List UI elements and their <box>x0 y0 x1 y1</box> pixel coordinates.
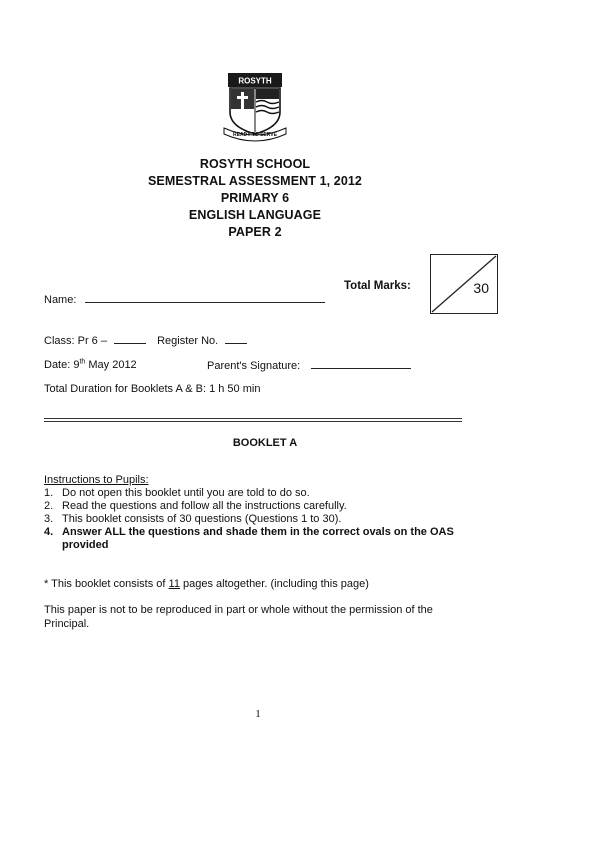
instructions-heading: Instructions to Pupils: <box>44 474 149 486</box>
booklet-heading: BOOKLET A <box>232 437 298 449</box>
date-row <box>44 358 137 371</box>
school-title: ROSYTH SCHOOL <box>199 157 311 171</box>
divider-rule-secondary <box>44 421 462 422</box>
total-marks-label: Total Marks: <box>344 280 411 292</box>
name-field[interactable] <box>85 292 325 303</box>
register-field[interactable] <box>225 333 247 344</box>
school-crest-logo <box>222 72 288 142</box>
instruction-item: 2. Read the questions and follow all the instructions carefully. <box>44 500 347 512</box>
instruction-item: 3. This booklet consists of 30 questions (Questions 1 to 30). <box>44 513 342 525</box>
level-title: PRIMARY 6 <box>220 191 290 205</box>
total-marks-box <box>430 254 498 314</box>
signature-field[interactable] <box>311 358 411 369</box>
assessment-title: SEMESTRAL ASSESSMENT 1, 2012 <box>148 174 362 188</box>
total-marks-value: 30 <box>473 280 489 296</box>
copyright-note: This paper is not to be reproduced in part or whole without the permission of the Principal. <box>44 604 433 630</box>
divider-rule <box>44 418 462 419</box>
instruction-item: 1. Do not open this booklet until you are told to do so. <box>44 487 310 499</box>
class-row <box>44 333 247 347</box>
instructions-section <box>44 474 464 552</box>
subject-title: ENGLISH LANGUAGE <box>188 208 322 222</box>
register-label: Register No. <box>157 335 219 347</box>
exam-title-block <box>100 156 410 241</box>
svg-text:READY TO SERVE: READY TO SERVE <box>233 132 277 138</box>
paper-title: PAPER 2 <box>228 225 282 239</box>
page-number: 1 <box>255 708 261 720</box>
name-row <box>44 292 325 306</box>
class-label: Class: Pr 6 – <box>44 335 107 347</box>
date-label: Date: 9th May 2012 <box>44 358 137 371</box>
instructions-list <box>44 487 464 552</box>
class-field[interactable] <box>114 333 146 344</box>
signature-label: Parent's Signature: <box>207 360 301 372</box>
name-label: Name: <box>44 294 77 306</box>
duration-text: Total Duration for Booklets A & B: 1 h 50 min <box>44 383 261 395</box>
svg-text:ROSYTH: ROSYTH <box>238 76 272 86</box>
instruction-item: 4. Answer ALL the questions and shade them in the correct ovals on the OAS provided <box>44 526 454 551</box>
page-count-note: * This booklet consists of 11 pages altogether. (including this page) <box>44 578 369 590</box>
signature-row <box>207 358 411 372</box>
